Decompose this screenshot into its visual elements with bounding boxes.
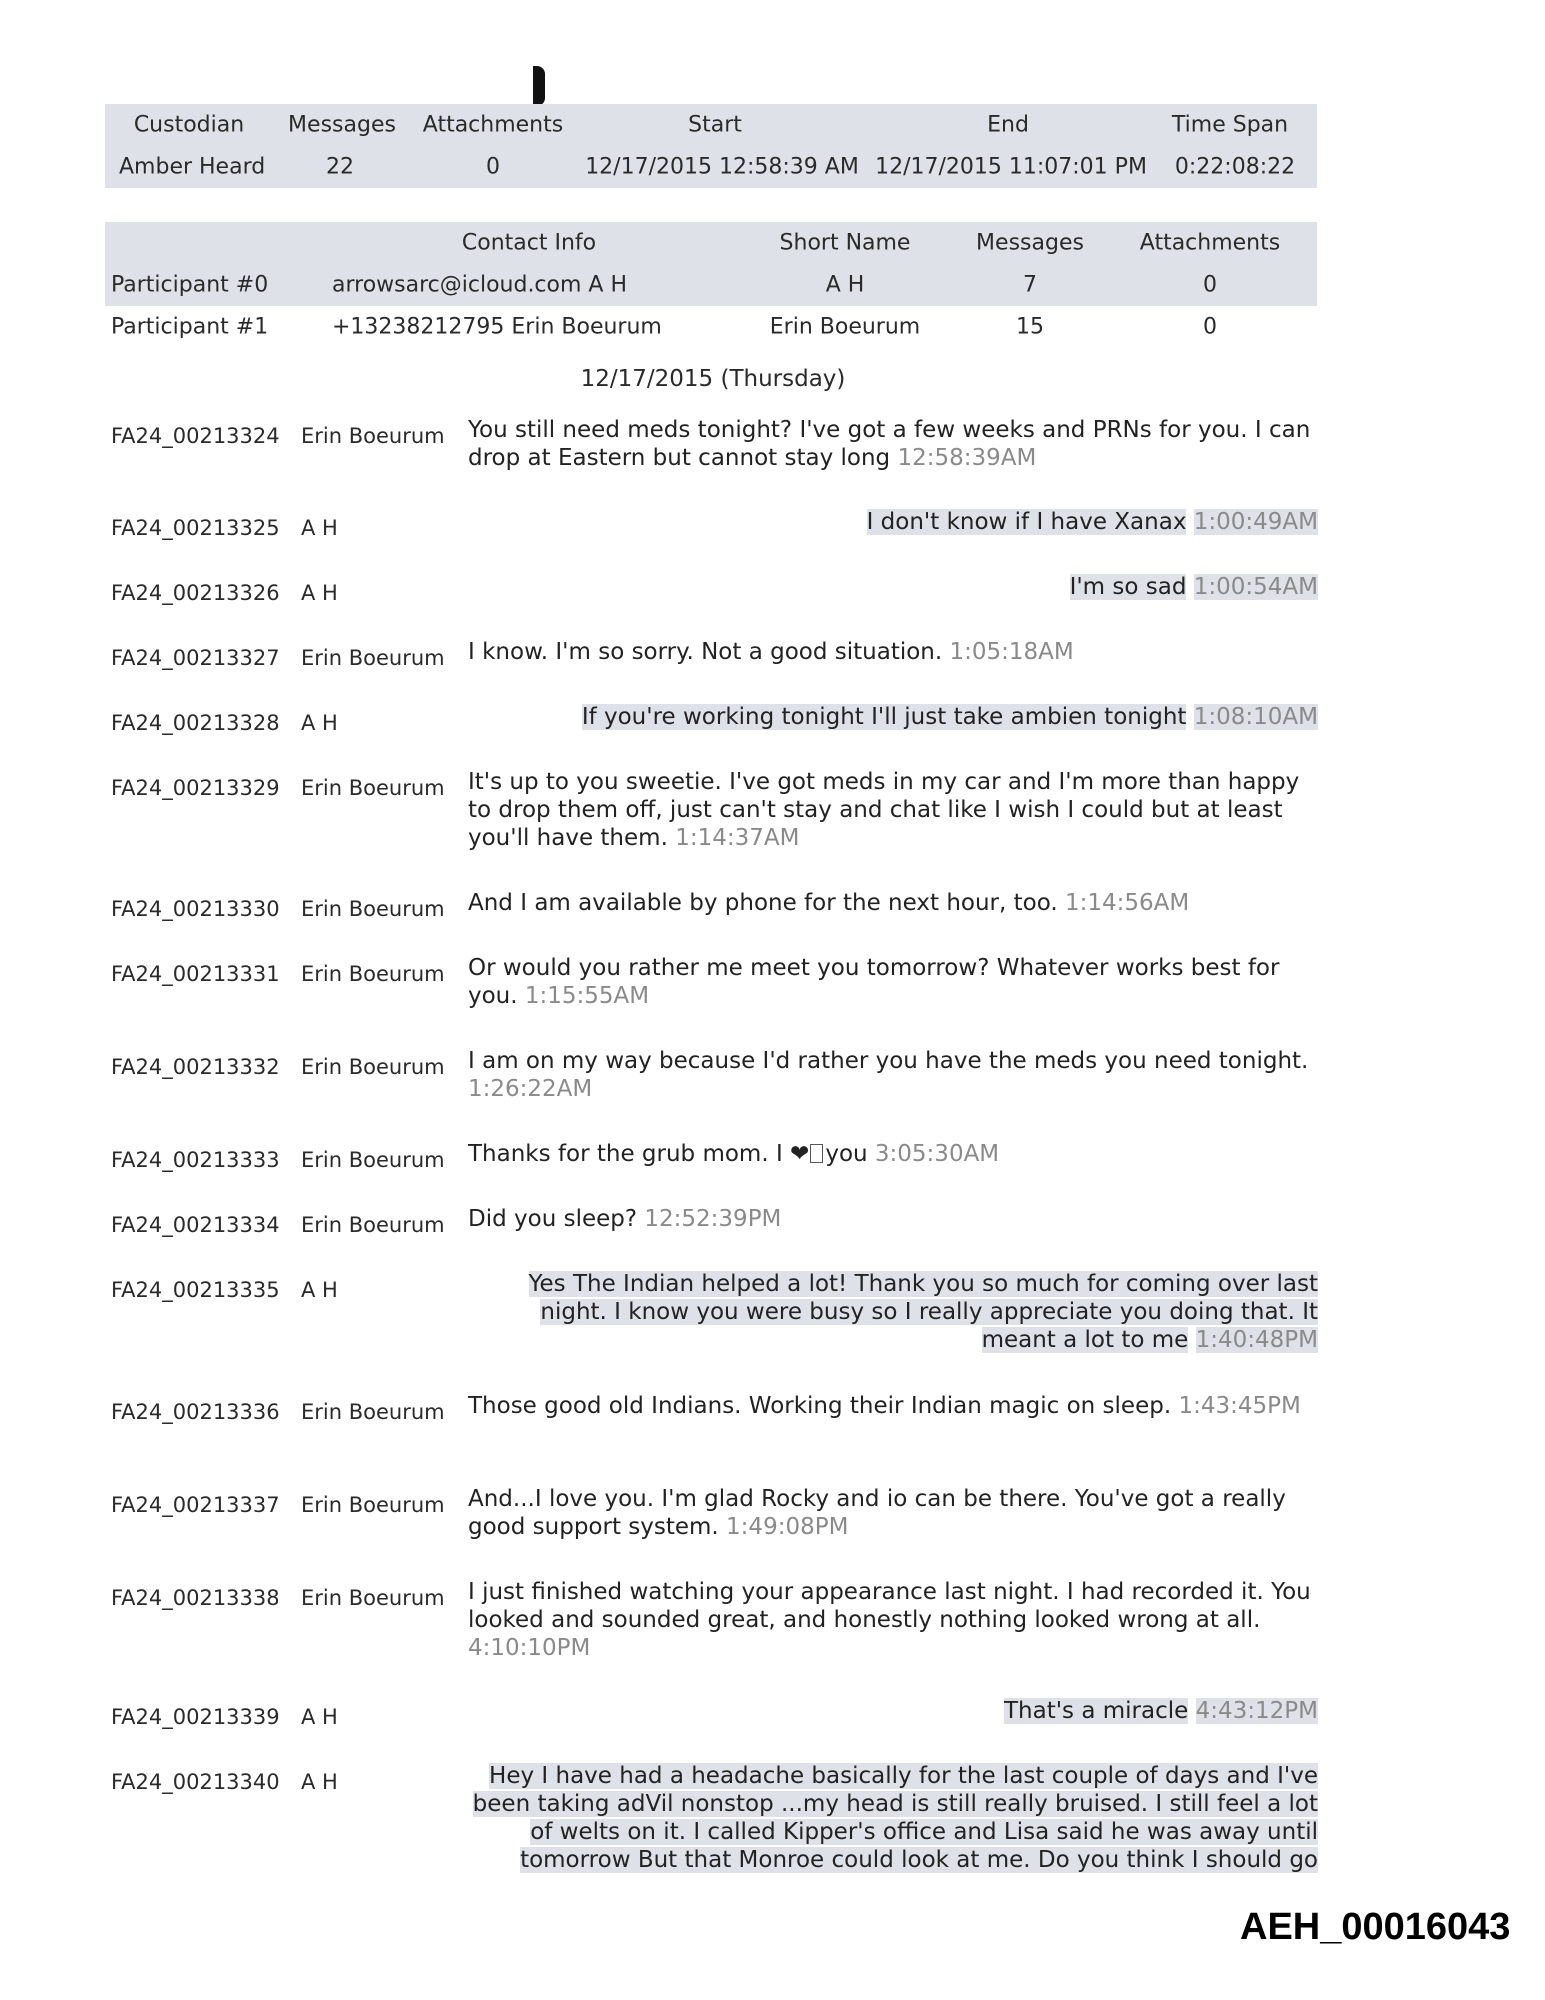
- message-id: FA24_00213325: [111, 516, 280, 540]
- message-body: [468, 1578, 1318, 1662]
- message-time: 1:49:08PM: [726, 1514, 849, 1540]
- message-body: [468, 1697, 1318, 1725]
- summary-table: [105, 104, 1317, 188]
- summary-header-start: Start: [688, 112, 742, 138]
- message-body: [468, 1762, 1318, 1874]
- participants-header-messages: Messages: [976, 230, 1084, 256]
- summary-header-timespan: Time Span: [1171, 112, 1289, 138]
- summary-header-attachments: Attachments: [422, 112, 564, 138]
- participants-header-row: [105, 222, 1317, 264]
- message-text: Did you sleep?: [468, 1206, 638, 1232]
- message-sender: Erin Boeurum: [301, 424, 445, 448]
- message-body: [468, 1270, 1318, 1354]
- summary-attachments: 0: [486, 154, 500, 180]
- message-sender: Erin Boeurum: [301, 1586, 445, 1610]
- message-id: FA24_00213339: [111, 1705, 280, 1729]
- participant-contact: +13238212795 Erin Boeurum: [332, 314, 662, 340]
- message-text: If you're working tonight I'll just take ambien tonight: [581, 704, 1187, 730]
- participant-label: Participant #0: [111, 272, 269, 298]
- message-id: FA24_00213331: [111, 962, 280, 986]
- message-sender: A H: [301, 1770, 338, 1794]
- message-sender: Erin Boeurum: [301, 962, 445, 986]
- participant-contact: arrowsarc@icloud.com A H: [332, 272, 628, 298]
- message-body: [468, 889, 1318, 917]
- message-text: I don't know if I have Xanax: [866, 509, 1187, 535]
- summary-header-custodian: Custodian: [133, 112, 245, 138]
- message-sender: Erin Boeurum: [301, 1213, 445, 1237]
- summary-custodian: Amber Heard: [119, 154, 266, 180]
- message-id: FA24_00213340: [111, 1770, 280, 1794]
- message-time: 1:15:55AM: [524, 983, 650, 1009]
- message-time: 4:10:10PM: [468, 1635, 591, 1661]
- summary-header-end: End: [987, 112, 1029, 138]
- message-id: FA24_00213328: [111, 711, 280, 735]
- message-time: 1:00:54AM: [1193, 574, 1318, 600]
- bates-number: AEH_00016043: [1240, 1906, 1511, 1948]
- message-body: [468, 573, 1318, 601]
- message-sender: A H: [301, 581, 338, 605]
- message-time: 1:05:18AM: [949, 639, 1074, 665]
- message-text: Or would you rather me meet you tomorrow? Whatever works best for you.: [468, 955, 1280, 1009]
- message-time: 3:05:30AM: [874, 1141, 1000, 1167]
- message-text: I know. I'm so sorry. Not a good situation.: [468, 639, 943, 665]
- message-text: That's a miracle: [1004, 1698, 1189, 1724]
- message-body: [468, 638, 1318, 666]
- message-body: [468, 1140, 1318, 1168]
- message-text: Those good old Indians. Working their Indian magic on sleep.: [468, 1393, 1172, 1419]
- participant-row-1: [105, 306, 1317, 348]
- participant-label: Participant #1: [111, 314, 269, 340]
- participant-messages: 15: [1016, 314, 1044, 340]
- message-time: 1:00:49AM: [1193, 509, 1318, 535]
- scan-mark: [533, 66, 545, 106]
- message-text: Yes The Indian helped a lot! Thank you so much for coming over last night. I know you were busy so I really appreciate you doing that. It meant a lot to me: [528, 1271, 1318, 1353]
- participant-short-name: A H: [825, 272, 865, 298]
- message-text: I just finished watching your appearance last night. I had recorded it. You looked and sounded great, and honestly nothing looked wrong at all.: [468, 1579, 1311, 1633]
- message-time: 1:26:22AM: [468, 1076, 593, 1102]
- message-sender: Erin Boeurum: [301, 1400, 445, 1424]
- participants-header-short: Short Name: [779, 230, 911, 256]
- message-id: FA24_00213324: [111, 424, 280, 448]
- message-text: And I am available by phone for the next hour, too.: [468, 890, 1058, 916]
- message-time: 1:14:56AM: [1065, 890, 1190, 916]
- message-body: [468, 1047, 1318, 1103]
- participants-table: [105, 222, 1317, 348]
- message-id: FA24_00213327: [111, 646, 280, 670]
- message-body: [468, 768, 1318, 852]
- message-sender: Erin Boeurum: [301, 897, 445, 921]
- heart-icon: ❤: [790, 1141, 810, 1167]
- message-body: [468, 1485, 1318, 1541]
- participant-row-0: [105, 264, 1317, 306]
- message-body: [468, 508, 1318, 536]
- summary-timespan: 0:22:08:22: [1174, 154, 1296, 180]
- message-time: 1:40:48PM: [1195, 1327, 1318, 1353]
- summary-messages: 22: [326, 154, 354, 180]
- message-text: Thanks for the grub mom. I: [468, 1141, 783, 1167]
- message-id: FA24_00213333: [111, 1148, 280, 1172]
- date-header: 12/17/2015 (Thursday): [580, 366, 846, 392]
- message-time: 4:43:12PM: [1195, 1698, 1318, 1724]
- message-sender: A H: [301, 711, 338, 735]
- message-sender: Erin Boeurum: [301, 776, 445, 800]
- message-time: 12:52:39PM: [644, 1206, 782, 1232]
- message-sender: A H: [301, 1278, 338, 1302]
- message-id: FA24_00213334: [111, 1213, 280, 1237]
- message-id: FA24_00213329: [111, 776, 280, 800]
- message-id: FA24_00213326: [111, 581, 280, 605]
- summary-value-row: [105, 146, 1317, 188]
- message-text: Hey I have had a headache basically for the last couple of days and I've been taking adVil nonstop ...my head is still really bruised. I still feel a lot of welts on it. I called Kipper's office and Lisa said he was away until tomorrow But that Monroe could look at me. Do you think I should go: [472, 1763, 1318, 1873]
- participant-messages: 7: [1023, 272, 1037, 298]
- message-time: 1:08:10AM: [1193, 704, 1318, 730]
- participants-header-attachments: Attachments: [1139, 230, 1281, 256]
- message-sender: Erin Boeurum: [301, 1055, 445, 1079]
- summary-start: 12/17/2015 12:58:39 AM: [585, 154, 859, 180]
- message-id: FA24_00213337: [111, 1493, 280, 1517]
- message-text: I am on my way because I'd rather you have the meds you need tonight.: [468, 1048, 1309, 1074]
- summary-header-row: [105, 104, 1317, 146]
- message-body: [468, 1205, 1318, 1233]
- message-text: You still need meds tonight? I've got a few weeks and PRNs for you. I can drop at Eastern but cannot stay long: [468, 417, 1311, 471]
- message-sender: Erin Boeurum: [301, 1148, 445, 1172]
- message-time: 12:58:39AM: [897, 445, 1037, 471]
- message-time: 1:14:37AM: [675, 825, 800, 851]
- message-body: [468, 954, 1318, 1010]
- participant-attachments: 0: [1203, 272, 1217, 298]
- message-id: FA24_00213330: [111, 897, 280, 921]
- summary-header-messages: Messages: [288, 112, 396, 138]
- message-body: [468, 416, 1318, 472]
- missing-glyph-icon: [810, 1144, 823, 1163]
- message-sender: A H: [301, 1705, 338, 1729]
- message-id: FA24_00213332: [111, 1055, 280, 1079]
- message-id: FA24_00213338: [111, 1586, 280, 1610]
- message-id: FA24_00213336: [111, 1400, 280, 1424]
- participants-header-contact: Contact Info: [461, 230, 597, 256]
- message-text: And...I love you. I'm glad Rocky and io can be there. You've got a really good support system.: [468, 1486, 1286, 1540]
- message-id: FA24_00213335: [111, 1278, 280, 1302]
- message-text-continued: you: [825, 1141, 868, 1167]
- summary-end: 12/17/2015 11:07:01 PM: [875, 154, 1147, 180]
- message-body: [468, 703, 1318, 731]
- participant-short-name: Erin Boeurum: [769, 314, 921, 340]
- message-time: 1:43:45PM: [1178, 1393, 1301, 1419]
- message-sender: Erin Boeurum: [301, 646, 445, 670]
- message-sender: A H: [301, 516, 338, 540]
- message-body: [468, 1392, 1318, 1420]
- message-text: I'm so sad: [1069, 574, 1187, 600]
- participant-attachments: 0: [1203, 314, 1217, 340]
- message-text: It's up to you sweetie. I've got meds in my car and I'm more than happy to drop them off, just can't stay and chat like I wish I could but at least you'll have them.: [468, 769, 1300, 851]
- message-sender: Erin Boeurum: [301, 1493, 445, 1517]
